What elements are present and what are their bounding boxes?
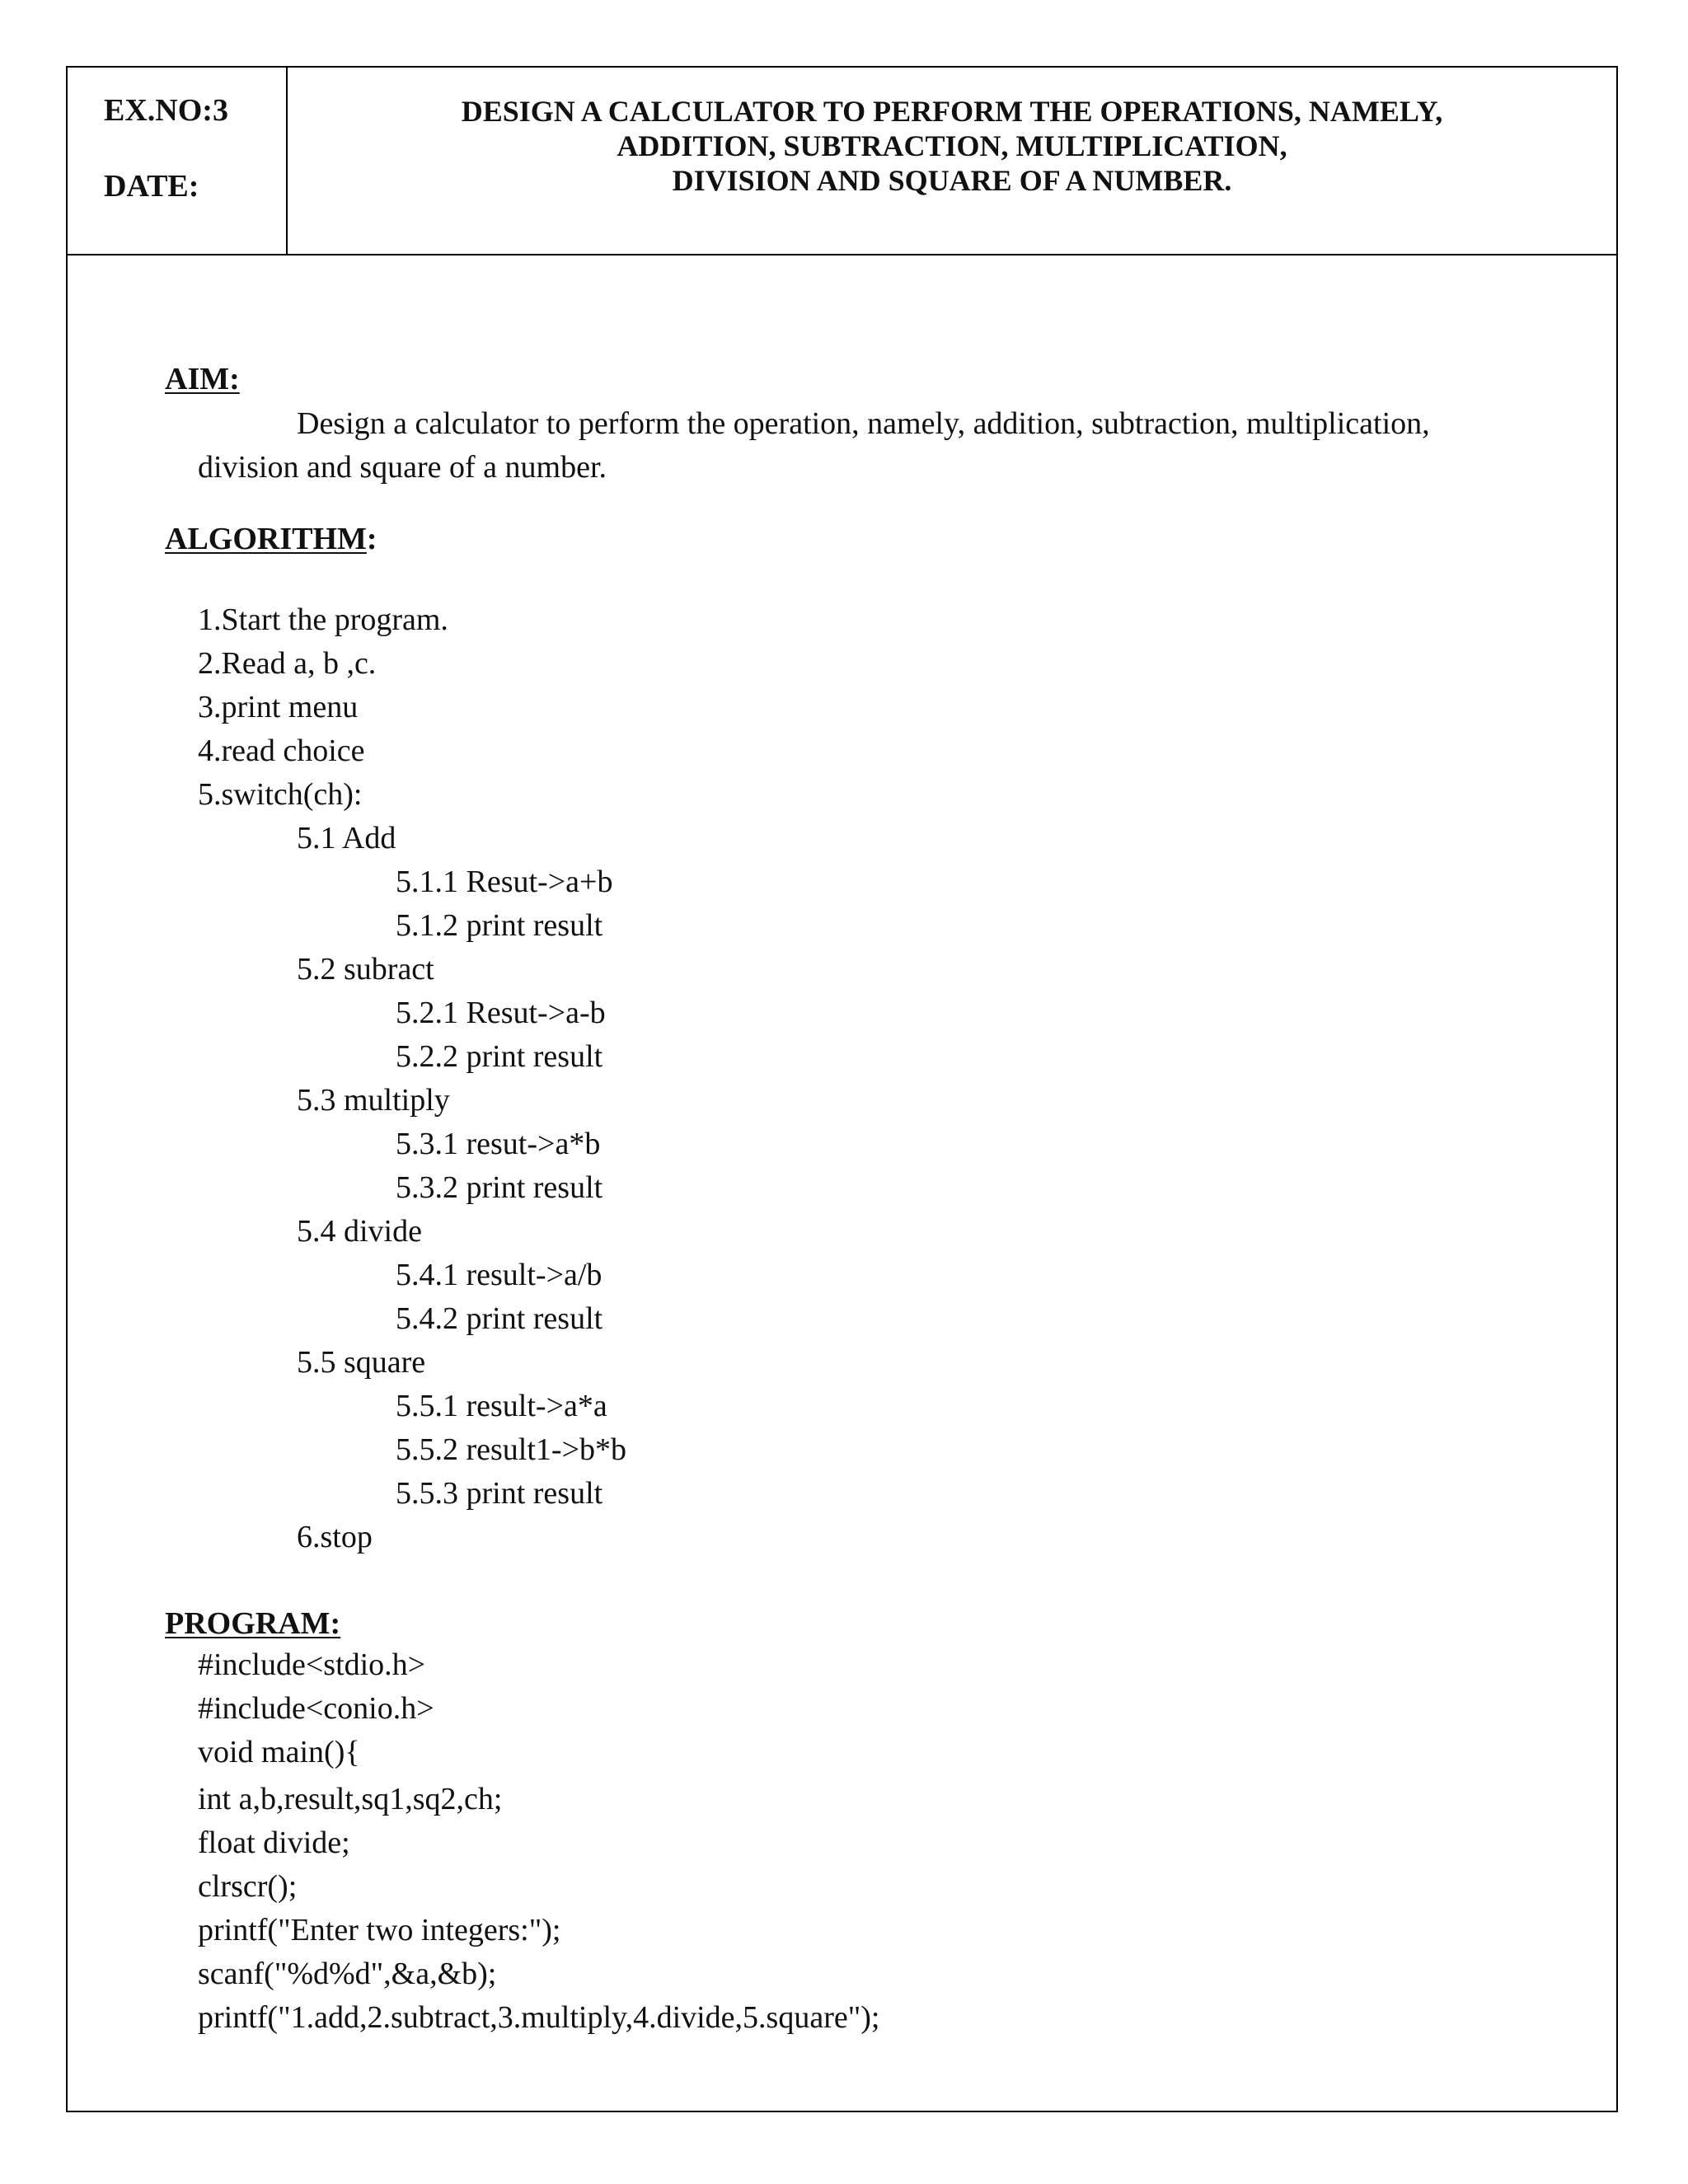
document-header bbox=[68, 68, 1616, 255]
algorithm-step: 5.4 divide bbox=[297, 1214, 422, 1249]
code-line: float divide; bbox=[198, 1825, 350, 1860]
algorithm-step: 5.2.2 print result bbox=[396, 1039, 603, 1074]
algorithm-step: 5.3 multiply bbox=[297, 1083, 450, 1118]
algorithm-step: 5.5.2 result1->b*b bbox=[396, 1432, 627, 1467]
algorithm-step: 1.Start the program. bbox=[198, 602, 448, 637]
algorithm-step: 5.3.2 print result bbox=[396, 1170, 603, 1205]
code-line: clrscr(); bbox=[198, 1869, 298, 1904]
algorithm-step: 5.5.3 print result bbox=[396, 1476, 603, 1511]
algorithm-step: 5.5.1 result->a*a bbox=[396, 1389, 607, 1423]
header-left-cell bbox=[68, 68, 288, 254]
document-title bbox=[288, 94, 1616, 198]
title-line: DESIGN A CALCULATOR TO PERFORM THE OPERATIONS, NAMELY, bbox=[461, 95, 1443, 128]
algorithm-heading-colon: : bbox=[366, 522, 377, 556]
code-line: scanf("%d%d",&a,&b); bbox=[198, 1957, 497, 1991]
algorithm-step: 4.read choice bbox=[198, 733, 365, 768]
algorithm-step: 5.switch(ch): bbox=[198, 777, 363, 812]
algorithm-step: 5.4.2 print result bbox=[396, 1301, 603, 1336]
exercise-number: EX.NO:3 bbox=[104, 93, 228, 128]
algorithm-step: 5.4.1 result->a/b bbox=[396, 1258, 603, 1292]
algorithm-step: 5.5 square bbox=[297, 1345, 426, 1380]
algorithm-step: 5.2.1 Resut->a-b bbox=[396, 996, 606, 1030]
algorithm-step: 5.2 subract bbox=[297, 952, 434, 987]
algorithm-step: 5.1.2 print result bbox=[396, 908, 603, 943]
aim-text-line: Design a calculator to perform the operation, namely, addition, subtraction, multiplication, bbox=[297, 406, 1430, 441]
algorithm-step: 2.Read a, b ,c. bbox=[198, 646, 377, 681]
code-line: void main(){ bbox=[198, 1735, 360, 1769]
code-line: printf("1.add,2.subtract,3.multiply,4.divide,5.square"); bbox=[198, 2000, 880, 2035]
algorithm-step: 3.print menu bbox=[198, 690, 359, 724]
algorithm-step: 6.stop bbox=[297, 1520, 373, 1554]
title-line: DIVISION AND SQUARE OF A NUMBER. bbox=[672, 164, 1232, 197]
algorithm-step: 5.1.1 Resut->a+b bbox=[396, 865, 613, 899]
aim-heading: AIM: bbox=[165, 362, 240, 396]
algorithm-heading bbox=[165, 521, 377, 557]
code-line: #include<conio.h> bbox=[198, 1691, 434, 1726]
date-label: DATE: bbox=[104, 169, 199, 204]
algorithm-heading-text: ALGORITHM bbox=[165, 522, 367, 556]
code-line: int a,b,result,sq1,sq2,ch; bbox=[198, 1782, 503, 1816]
code-line: #include<stdio.h> bbox=[198, 1647, 426, 1682]
algorithm-step: 5.3.1 resut->a*b bbox=[396, 1127, 601, 1161]
algorithm-step: 5.1 Add bbox=[297, 821, 396, 855]
program-heading: PROGRAM: bbox=[165, 1606, 341, 1641]
code-line: printf("Enter two integers:"); bbox=[198, 1913, 561, 1947]
aim-text-line: division and square of a number. bbox=[198, 450, 607, 485]
title-line: ADDITION, SUBTRACTION, MULTIPLICATION, bbox=[617, 129, 1287, 162]
